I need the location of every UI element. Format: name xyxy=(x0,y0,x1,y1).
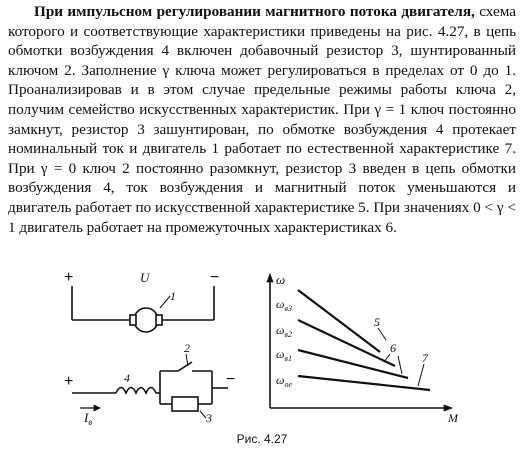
label6-leader-a xyxy=(384,354,390,362)
curve-label-5: 5 xyxy=(374,315,380,329)
figure-svg xyxy=(60,258,480,427)
paragraph-lead: При импульсном регулировании магнитного потока двигателя, xyxy=(34,3,475,20)
field-winding xyxy=(116,388,156,394)
motor-label-leader xyxy=(160,296,170,308)
figure-caption: Рис. 4.27 xyxy=(236,432,288,446)
label5-leader xyxy=(378,328,386,340)
figure-4-27 xyxy=(60,258,480,427)
motor-number: 1 xyxy=(170,289,176,303)
label6-leader-b xyxy=(398,356,402,374)
body-paragraph xyxy=(8,2,516,237)
omega-w1-label: $\omega_{в1}$ xyxy=(276,347,292,363)
switch-label-leader xyxy=(186,354,188,366)
plus-top: + xyxy=(64,269,74,286)
characteristic-7 xyxy=(298,376,430,390)
minus-top: − xyxy=(210,269,220,286)
plus-bottom: + xyxy=(64,373,74,390)
omega-w0-label: $\omega_{ое}$ xyxy=(276,373,293,389)
winding-number: 4 xyxy=(124,371,130,385)
paragraph-text: схема которого и соответствующие характеристики приведены на рис. 4.27, в цепь обмотки возбуждения 4 включен добавочный резистор 3, шунтированный ключом 2. Заполнение γ ключа может регулироваться в пределах от 0 до 1. Проанализировав и в этом случае предельные режимы работы ключа 2, получим семейство искусственных характеристик. При γ = 1 ключ постоянно замкнут, резистор 3 зашунтирован, по обмотке возбуждения 4 протекает номинальный ток и двигатель 1 работает по естественной характеристике 7. При γ = 0 ключ 2 постоянно разомкнут, резистор 3 введен в цепь обмотки возбуждения 4, ток возбуждения и магнитный поток уменьшаются и двигатель работает по искусственной характеристике 5. При значениях 0 < γ < 1 двигатель работает на промежуточных характеристиках 6. xyxy=(8,3,516,236)
resistor-symbol xyxy=(172,397,198,411)
switch-blade xyxy=(178,362,192,371)
omega-w3-label: $\omega_{в3}$ xyxy=(276,297,292,313)
graph-x-label: M xyxy=(448,411,458,425)
voltage-label: U xyxy=(140,270,150,285)
label7-leader xyxy=(418,364,424,386)
switch-number: 2 xyxy=(184,341,190,355)
omega-w2-label: $\omega_{в2}$ xyxy=(276,323,292,339)
minus-bottom: − xyxy=(226,371,236,388)
motor-brush-left xyxy=(130,315,136,325)
current-arrowhead xyxy=(94,405,100,411)
current-label: $I_в$ xyxy=(84,410,93,427)
curve-label-7: 7 xyxy=(422,351,428,365)
characteristic-5 xyxy=(298,290,380,352)
graph-y-arrow xyxy=(267,274,273,282)
graph-y-label: ω xyxy=(276,272,286,287)
curve-label-6: 6 xyxy=(390,341,396,355)
resistor-number: 3 xyxy=(206,411,212,425)
motor-brush-right xyxy=(156,315,162,325)
motor-symbol xyxy=(134,308,158,332)
